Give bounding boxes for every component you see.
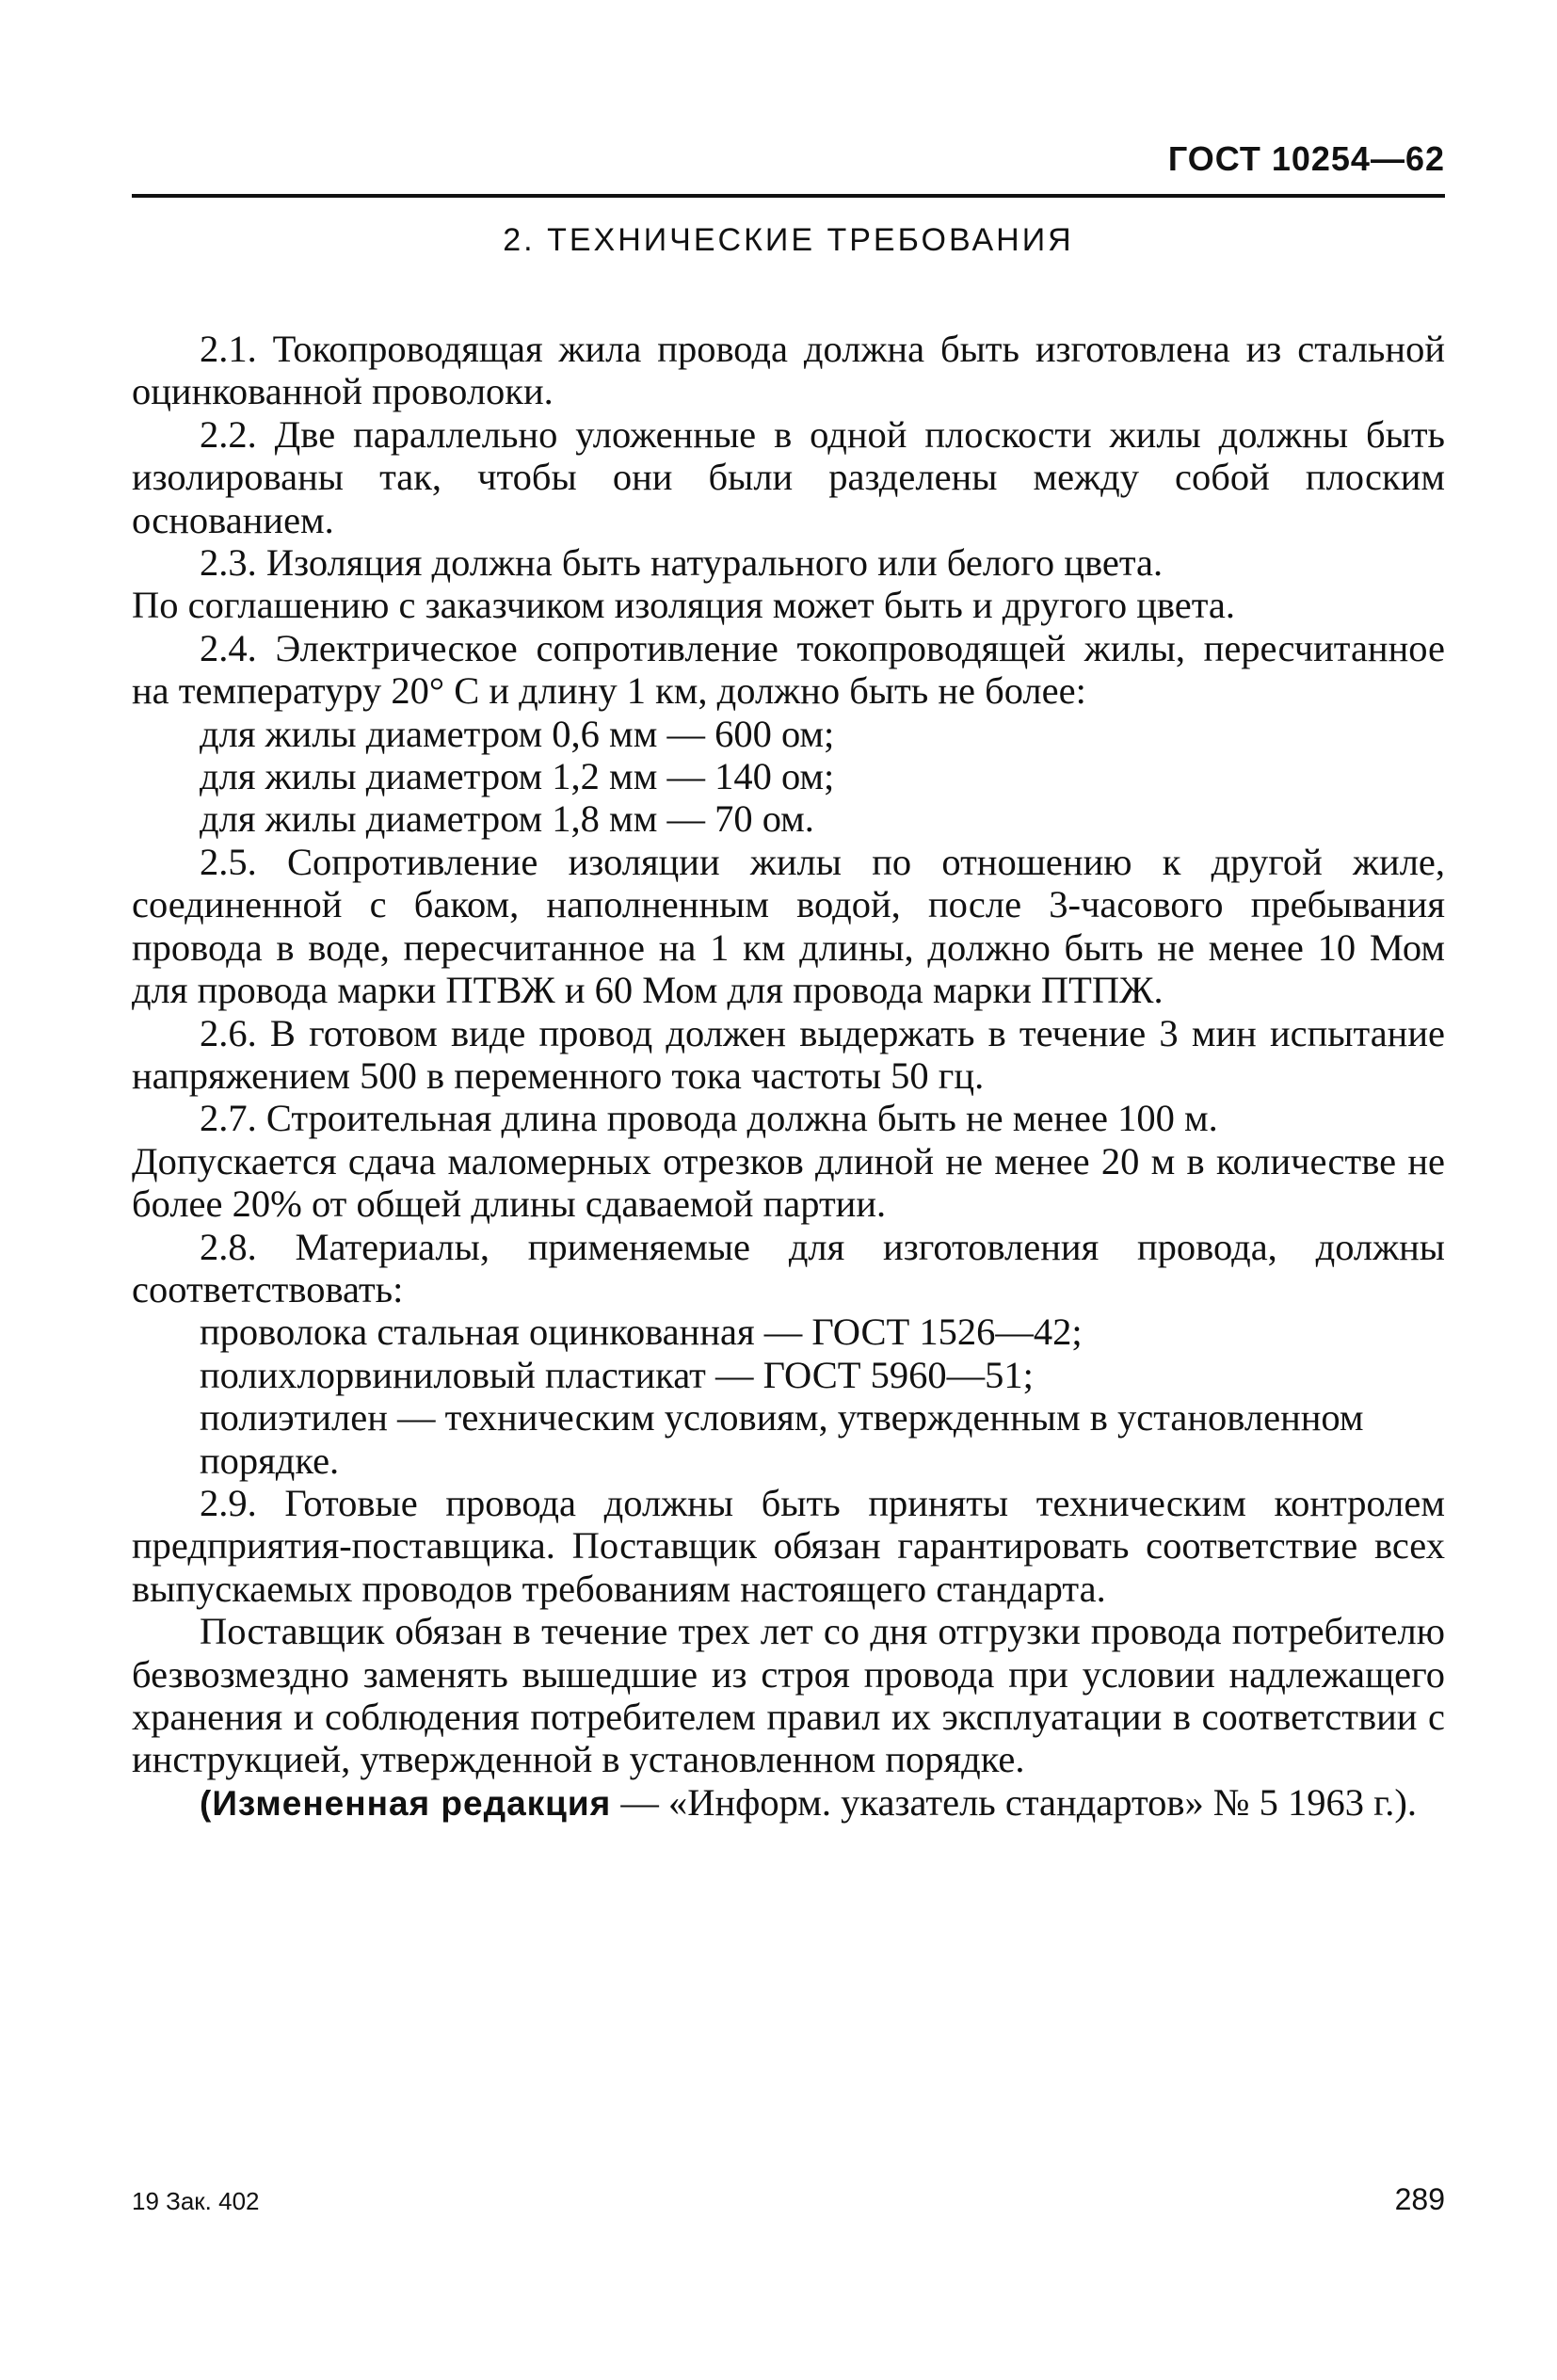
paragraph-2-5: 2.5. Сопротивление изоляции жилы по отношению к другой жиле, соединенной с баком, наполненным водой, после 3-часового пребывания провода в воде, пересчитанное на 1 км длины, должно быть не менее 10 Мом для провода марки ПТВЖ и 60 Мом для провода марки ПТПЖ. [132, 840, 1445, 1012]
amendment-label: (Измененная редакция [200, 1783, 612, 1823]
section-title: 2. ТЕХНИЧЕСКИЕ ТРЕБОВАНИЯ [503, 222, 1074, 258]
material-item-3: полиэтилен — техническим условиям, утвержденным в установленном порядке. [200, 1396, 1364, 1482]
header-rule [132, 194, 1445, 198]
resistance-item-1: для жилы диаметром 0,6 мм — 600 ом; [200, 712, 835, 755]
body-text [132, 328, 1445, 1825]
paragraph-2-4: 2.4. Электрическое сопротивление токопроводящей жилы, пересчитанное на температуру 20° С и длину 1 км, должно быть не более: [132, 626, 1445, 713]
material-item-1: проволока стальная оцинкованная — ГОСТ 1526—42; [200, 1311, 1083, 1354]
footer-print-mark: 19 Зак. 402 [132, 2187, 260, 2215]
paragraph-2-3: 2.3. Изоляция должна быть натурального или белого цвета. [200, 541, 1164, 585]
standard-header: ГОСТ 10254—62 [1167, 139, 1445, 178]
resistance-item-2: для жилы диаметром 1,2 мм — 140 ом; [200, 755, 835, 798]
resistance-item-3: для жилы диаметром 1,8 мм — 70 ом. [200, 797, 814, 841]
paragraph-2-6: 2.6. В готовом виде провод должен выдержать в течение 3 мин испытание напряжением 500 в переменного тока частоты 50 гц. [132, 1011, 1445, 1097]
paragraph-2-3-continuation: По соглашению с заказчиком изоляция может быть и другого цвета. [132, 584, 1236, 627]
page-number: 289 [1394, 2182, 1445, 2216]
amendment-note [132, 1781, 1445, 1825]
paragraph-2-1: 2.1. Токопроводящая жила провода должна быть изготовлена из стальной оцинкованной проволоки. [132, 328, 1445, 413]
document-page [132, 104, 1445, 2269]
paragraph-2-2: 2.2. Две параллельно уложенные в одной плоскости жилы должны быть изолированы так, чтобы они были разделены между собой плоским основанием. [132, 412, 1445, 541]
amendment-reference: — «Информ. указатель стандартов» № 5 1963 г.). [611, 1780, 1417, 1824]
material-item-2: полихлорвиниловый пластикат — ГОСТ 5960—51; [200, 1353, 1034, 1396]
paragraph-2-7: 2.7. Строительная длина провода должна быть не менее 100 м. [200, 1097, 1218, 1140]
paragraph-2-9: 2.9. Готовые провода должны быть приняты техническим контролем предприятия-поставщика. Поставщик обязан гарантировать соответствие всех выпускаемых проводов требованиям настоящего стандарта. [132, 1481, 1445, 1610]
paragraph-2-8: 2.8. Материалы, применяемые для изготовления провода, должны соответствовать: [132, 1225, 1445, 1311]
paragraph-2-9-continuation: Поставщик обязан в течение трех лет со дня отгрузки провода потребителю безвозмездно заменять вышедшие из строя провода при условии надлежащего хранения и соблюдения потребителем правил их эксплуатации в соответствии с инструкцией, утвержденной в установленном порядке. [132, 1610, 1445, 1781]
paragraph-2-7-continuation: Допускается сдача маломерных отрезков длиной не менее 20 м в количестве не более 20% от общей длины сдаваемой партии. [132, 1139, 1445, 1226]
